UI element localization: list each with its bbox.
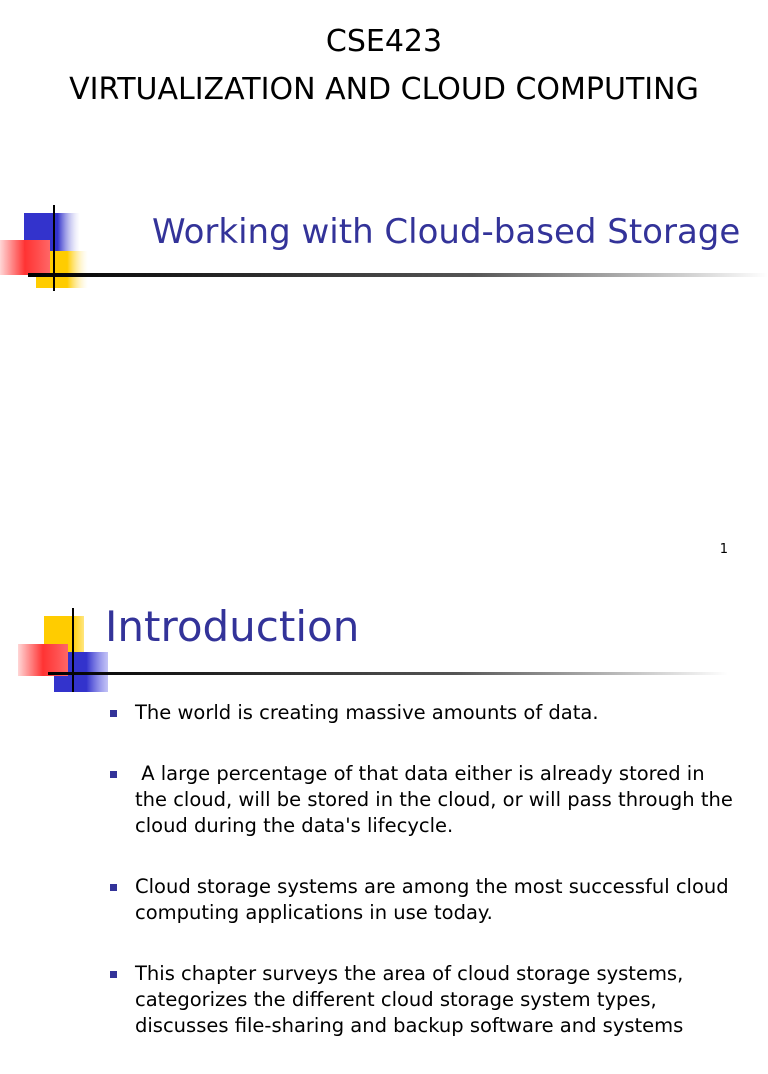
title-decoration-graphic <box>0 0 768 300</box>
bullet-text: A large percentage of that data either is already stored in the cloud, will be stored in the cloud, or will pass through the cloud during the data's lifecycle. <box>135 762 740 837</box>
bullet-square-icon <box>110 710 117 717</box>
bullet-item <box>108 874 738 926</box>
vertical-line <box>53 205 55 291</box>
bullet-text: Cloud storage systems are among the most successful cloud computing applications in use today. <box>135 875 729 924</box>
red-square <box>18 644 68 676</box>
bullet-square-icon <box>110 771 117 778</box>
title-underline <box>28 273 768 277</box>
slide-2 <box>0 580 768 1037</box>
bullet-item <box>108 761 738 839</box>
bullet-item <box>108 961 738 1039</box>
red-square <box>0 240 50 275</box>
bullet-text: This chapter surveys the area of cloud storage systems, categorizes the different cloud storage system types, discusses file-sharing and backup software and systems <box>135 962 684 1037</box>
course-title: VIRTUALIZATION AND CLOUD COMPUTING <box>69 72 699 107</box>
bullet-square-icon <box>110 971 117 978</box>
course-code: CSE423 <box>325 24 443 59</box>
bullet-square-icon <box>110 884 117 891</box>
vertical-line <box>72 608 74 692</box>
title-underline <box>48 672 728 675</box>
slide-title: Introduction <box>105 602 360 651</box>
bullet-list <box>108 700 738 1074</box>
bullet-text: The world is creating massive amounts of data. <box>135 701 599 724</box>
slide-number: 1 <box>719 542 728 557</box>
bullet-item <box>108 700 738 726</box>
slide-title: Working with Cloud-based Storage <box>152 212 741 252</box>
